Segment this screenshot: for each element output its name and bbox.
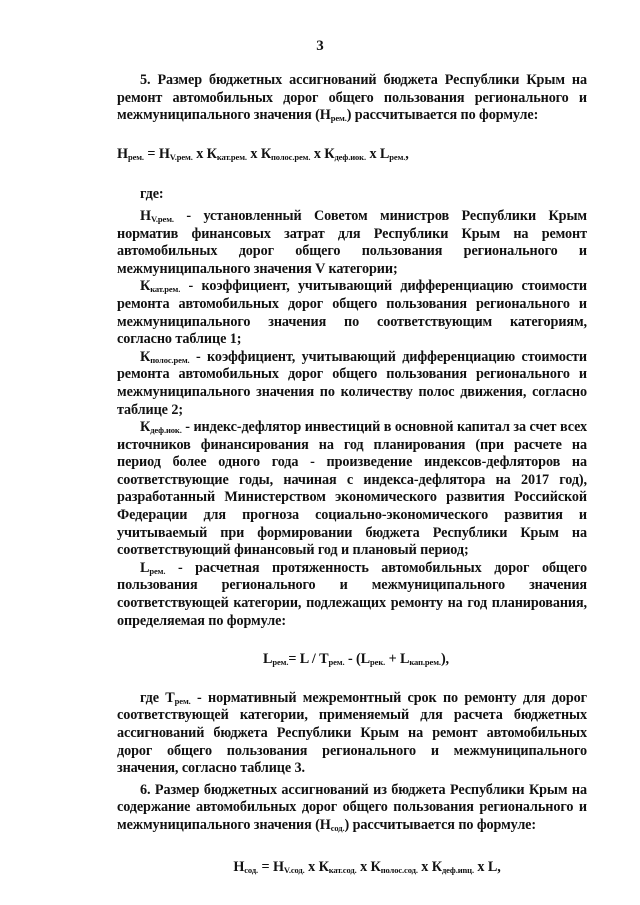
formula-length: $L_{рем.}= L / Т_{рем.} - (L_{рек.} + L_{кап.рем.})$, [262,651,450,668]
page-number: 3 [316,38,324,54]
formula-maintenance-cost: $Н_{сод.} = Н_{V.сод.}$ х $К_{кат.сод.}$ х $К_{полос.сод.}$ х $К_{деф.иnц.}$ х L, [233,858,501,875]
formula-repair-cost: $Н_{рем.} = Н_{V.рем.}$ х $К_{кат.рем.}$ х $К_{полос.рем.}$ х $К_{деф.иок.}$ х $L_{рем.}$, [117,145,409,162]
paragraph-6-intro: 6. Размер бюджетных ассигнований из бюджета Республики Крым на содержание автомобильных дорог общего пользования регионального и межмуниципального значения $(Н_{сод.})$ рассчитывается по формуле: [117,781,587,833]
paragraph-5-intro: 5. Размер бюджетных ассигнований бюджета Республики Крым на ремонт автомобильных дорог общего пользования регионального и межмуниципального значения $(Н_{рем.})$ рассчитывается по формуле: [117,72,587,124]
definition-l-rem: $L_{рем.}$ - расчетная протяженность автомобильных дорог общего пользования регионального и межмуниципального значения соответствующей категории, подлежащих ремонту на год планирования, определяемая по формуле: [117,559,587,629]
definition-k-polos-rem: $К_{полос.рем.}$ - коэффициент, учитывающий дифференциацию стоимости ремонта автомобильных дорог общего пользования регионального и межмуниципального значения по количеству полос движения, согласно таблице 2; [117,348,587,418]
document-body [117,72,587,876]
definition-k-def-iok: $К_{деф.иок.}$ - индекс-дефлятор инвестиций в основной капитал за счет всех источников финансирования на год планирования (при расчете на период более одного года - произведение индексов-дефляторов на соответствующие годы, начиная с индекса-дефлятора на 2017 год), разработанный Министерством экономического развития Российской Федерации для прогноза социально-экономического развития и учитываемый при формировании бюджета Республики Крым на соответствующий финансовый год и плановый период; [117,419,587,559]
where-label: где: [140,186,164,203]
definition-hv-rem: $Н_{V.рем.}$ - установленный Советом министров Республики Крым норматив финансовых затрат для Республики Крым на ремонт автомобильных дорог общего пользования регионального и межмуниципального значения V категории; [117,207,587,277]
definition-t-rem: где $Т_{рем.}$ - нормативный межремонтный срок по ремонту для дорог соответствующей категории, применяемый для расчета бюджетных ассигнований бюджета Республики Крым на ремонт автомобильных дорог общего пользования регионального и межмуниципального значения, согласно таблице 3. [117,689,587,777]
definition-k-kat-rem: $К_{кат.рем.}$ - коэффициент, учитывающий дифференциацию стоимости ремонта автомобильных дорог общего пользования регионального и межмуниципального значения по соответствующим категориям, согласно таблице 1; [117,278,587,348]
